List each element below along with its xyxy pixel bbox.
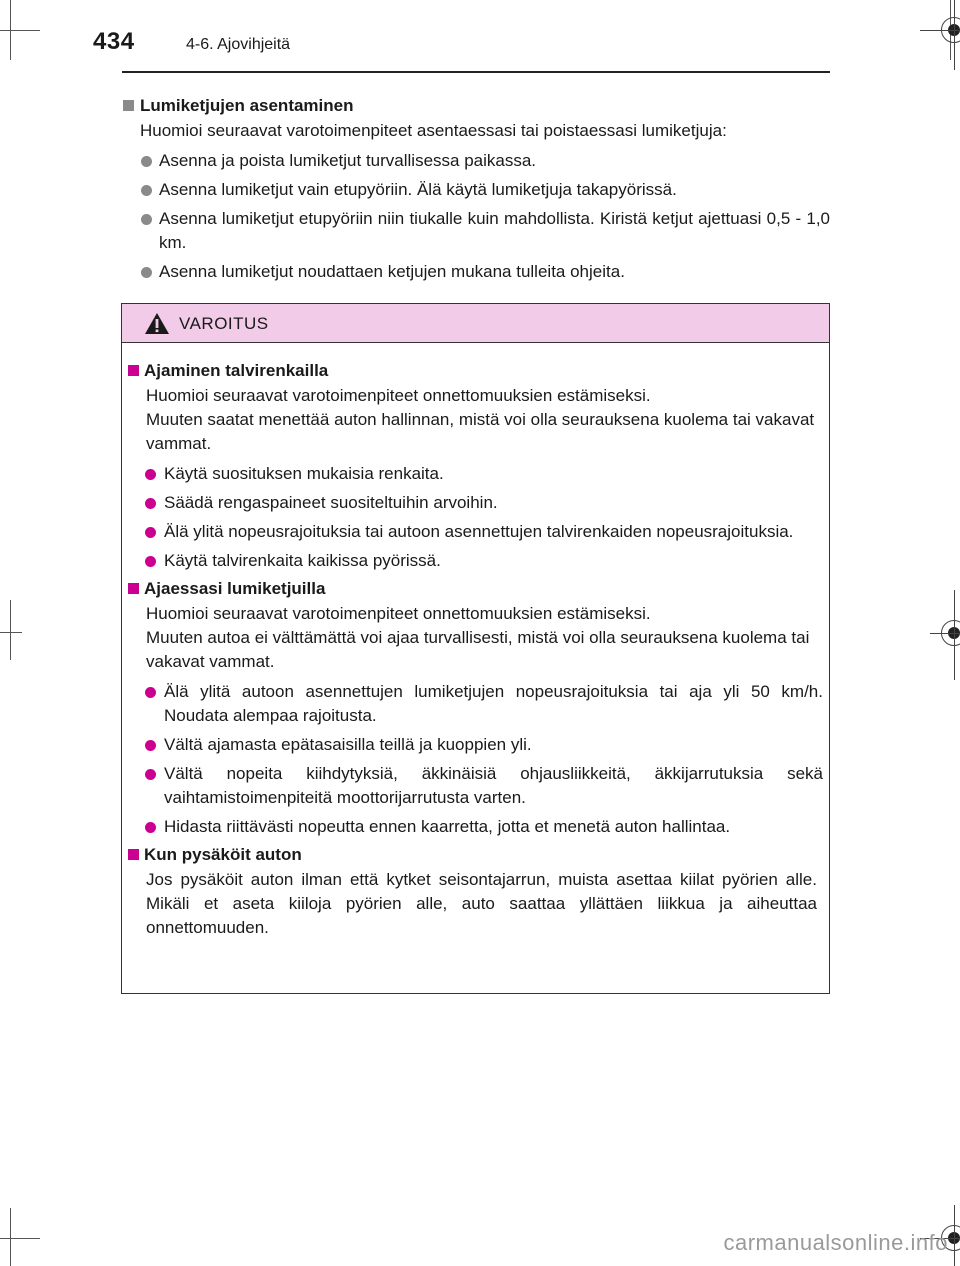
list-item-text: Älä ylitä nopeusrajoituksia tai autoon asennettujen talvirenkaiden nopeusrajoituksia. <box>164 522 794 541</box>
warning-section <box>122 578 831 839</box>
round-bullet-icon <box>141 156 152 167</box>
round-bullet-icon <box>145 687 156 698</box>
list-item-text: Älä ylitä autoon asennettujen lumiketjujen nopeusrajoituksia tai aja yli 50 km/h. Noudata alempaa rajoitusta. <box>164 682 823 725</box>
list-item <box>122 491 831 515</box>
square-bullet-icon <box>128 365 139 376</box>
list-item <box>122 520 831 544</box>
warning-section <box>122 360 831 573</box>
warning-triangle-icon <box>144 312 170 340</box>
section-bullet-list <box>122 149 830 284</box>
round-bullet-icon <box>145 740 156 751</box>
list-item <box>122 260 830 284</box>
round-bullet-icon <box>145 469 156 480</box>
list-item <box>122 549 831 573</box>
crop-mark <box>10 1208 11 1266</box>
square-bullet-icon <box>128 583 139 594</box>
page-number: 434 <box>93 28 135 55</box>
warning-body <box>122 360 831 944</box>
square-bullet-icon <box>123 100 134 111</box>
warning-section-heading <box>122 578 831 600</box>
warning-section-text: Jos pysäköit auton ilman että kytket seisontajarrun, muista asettaa kiilat pyörien alle. Mikäli et aseta kiiloja pyörien alle, auto saattaa yllättäen liikkua ja aiheuttaa onnettomuuden. <box>146 870 817 937</box>
list-item <box>122 680 831 728</box>
round-bullet-icon <box>141 267 152 278</box>
round-bullet-icon <box>145 822 156 833</box>
warning-header <box>122 304 829 343</box>
warning-title: VAROITUS <box>179 314 269 333</box>
warning-section-heading-text: Kun pysäköit auton <box>144 845 302 864</box>
list-item <box>122 733 831 757</box>
square-bullet-icon <box>128 849 139 860</box>
round-bullet-icon <box>145 498 156 509</box>
chapter-title: 4-6. Ajovihjeitä <box>186 36 291 53</box>
warning-box <box>121 303 830 994</box>
round-bullet-icon <box>141 185 152 196</box>
list-item-text: Asenna lumiketjut vain etupyöriin. Älä käytä lumiketjuja takapyörissä. <box>159 180 677 199</box>
list-item-text: Asenna lumiketjut etupyöriin niin tiukalle kuin mahdollista. Kiristä ketjut ajettuasi 0,5 - 1,0 km. <box>159 209 830 252</box>
list-item-text: Asenna ja poista lumiketjut turvallisessa paikassa. <box>159 151 537 170</box>
watermark: carmanualsonline.info <box>723 1230 948 1255</box>
crop-mark <box>0 1238 40 1239</box>
section-heading <box>122 95 830 117</box>
list-item <box>122 207 830 255</box>
warning-section-text: Huomioi seuraavat varotoimenpiteet onnettomuuksien estämiseksi. Muuten autoa ei välttämättä voi ajaa turvallisesti, mistä voi olla seurauksena kuolema tai vakavat vammat. <box>146 604 810 671</box>
list-item-text: Säädä rengaspaineet suositeltuihin arvoihin. <box>164 493 498 512</box>
warning-bullet-list <box>122 680 831 839</box>
registration-line <box>930 633 960 634</box>
main-content <box>122 95 830 289</box>
list-item <box>122 178 830 202</box>
list-item <box>122 149 830 173</box>
warning-section-heading <box>122 844 831 866</box>
list-item <box>122 462 831 486</box>
list-item-text: Vältä nopeita kiihdytyksiä, äkkinäisiä ohjausliikkeitä, äkkijarrutuksia sekä vaihtamistoimenpiteitä moottorijarrutusta varten. <box>164 764 823 807</box>
list-item-text: Vältä ajamasta epätasaisilla teillä ja kuoppien yli. <box>164 735 532 754</box>
warning-section <box>122 844 831 940</box>
registration-line <box>954 1205 955 1266</box>
section-heading-text: Lumiketjujen asentaminen <box>140 96 354 115</box>
round-bullet-icon <box>145 527 156 538</box>
list-item <box>122 815 831 839</box>
round-bullet-icon <box>145 556 156 567</box>
section-intro: Huomioi seuraavat varotoimenpiteet asentaessasi tai poistaessasi lumiketjuja: <box>140 121 727 140</box>
crop-mark <box>10 600 11 660</box>
list-item-text: Käytä suosituksen mukaisia renkaita. <box>164 464 444 483</box>
warning-section-heading-text: Ajaminen talvirenkailla <box>144 361 329 380</box>
round-bullet-icon <box>141 214 152 225</box>
list-item-text: Käytä talvirenkaita kaikissa pyörissä. <box>164 551 441 570</box>
list-item-text: Asenna lumiketjut noudattaen ketjujen mukana tulleita ohjeita. <box>159 262 625 281</box>
warning-section-text: Huomioi seuraavat varotoimenpiteet onnettomuuksien estämiseksi. Muuten saatat menettää auton hallinnan, mistä voi olla seurauksena kuolema tai vakavat vammat. <box>146 386 815 453</box>
registration-line <box>954 590 955 680</box>
list-item-text: Hidasta riittävästi nopeutta ennen kaarretta, jotta et menetä auton hallintaa. <box>164 817 731 836</box>
warning-section-heading <box>122 360 831 382</box>
list-item <box>122 762 831 810</box>
crop-mark <box>10 0 11 60</box>
header-divider <box>122 71 830 73</box>
registration-line <box>954 0 955 70</box>
warning-bullet-list <box>122 462 831 573</box>
warning-section-heading-text: Ajaessasi lumiketjuilla <box>144 579 326 598</box>
crop-mark <box>0 632 22 633</box>
round-bullet-icon <box>145 769 156 780</box>
crop-mark <box>0 30 40 31</box>
